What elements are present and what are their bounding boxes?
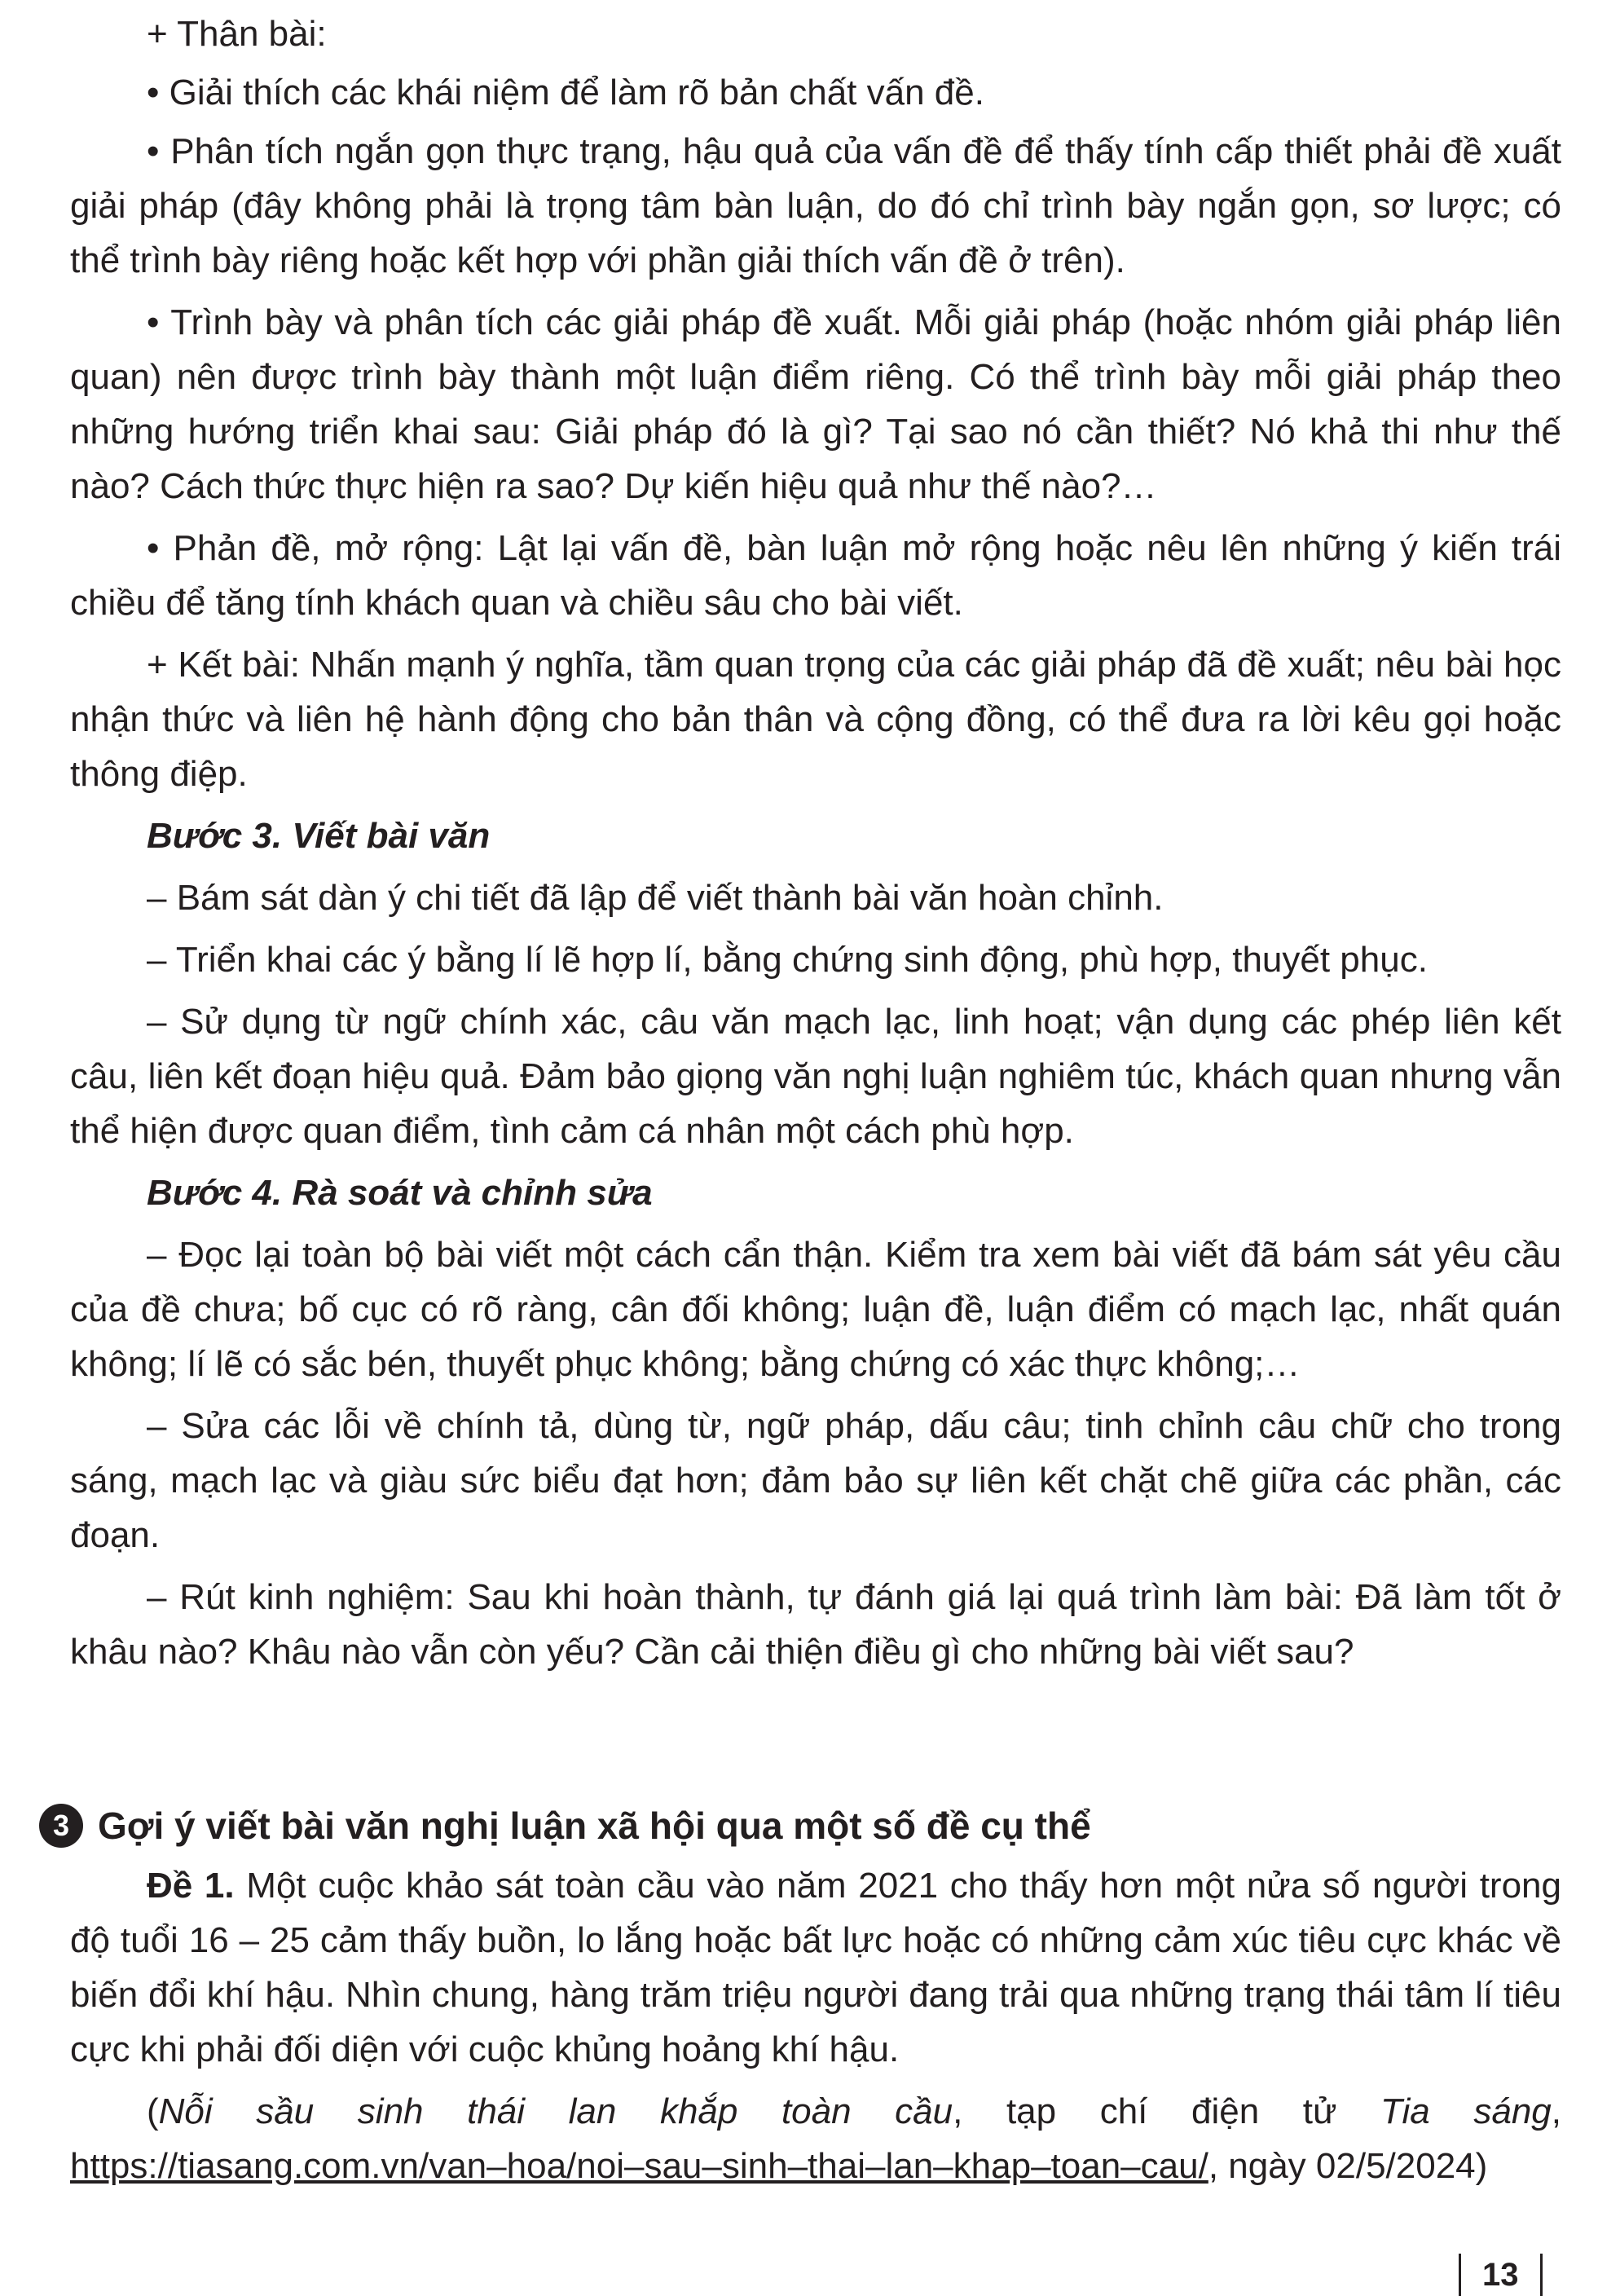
step3-item-3: – Sử dụng từ ngữ chính xác, câu văn mạch lạc, linh hoạt; vận dụng các phép liên kết câu, liên kết đoạn hiệu quả. Đảm bảo giọng văn nghị luận nghiêm túc, khách quan nhưng vẫn thể hiện được quan điểm, tình cảm cá nhân một cách phù hợp. (70, 1002, 1561, 1151)
bullet-trinh-bay: • Trình bày và phân tích các giải pháp đề xuất. Mỗi giải pháp (hoặc nhóm giải pháp liên quan) nên được trình bày thành một luận điểm riêng. Có thể trình bày mỗi giải pháp theo những hướng triển khai sau: Giải pháp đó là gì? Tại sao nó cần thiết? Nó khả thi như thế nào? Cách thức thực hiện ra sao? Dự kiến hiệu quả như thế nào?… (70, 302, 1561, 506)
step3-item-2: – Triển khai các ý bằng lí lẽ hợp lí, bằng chứng sinh động, phù hợp, thuyết phục. (147, 940, 1428, 980)
than-bai-label: + Thân bài: (147, 14, 327, 54)
citation-open: ( (147, 2091, 159, 2131)
step4-heading: Bước 4. Rà soát và chỉnh sửa (147, 1173, 653, 1213)
step4-item-3: – Rút kinh nghiệm: Sau khi hoàn thành, tự đánh giá lại quá trình làm bài: Đã làm tốt ở khâu nào? Khâu nào vẫn còn yếu? Cần cải thiện điều gì cho những bài viết sau? (70, 1577, 1561, 1672)
step3-heading: Bước 3. Viết bài văn (147, 816, 491, 856)
bullet-giai-thich: • Giải thích các khái niệm để làm rõ bản chất vấn đề. (147, 73, 984, 112)
de-1-block (70, 1858, 1561, 2193)
page-number: 13 (1482, 2256, 1519, 2293)
section-3-heading (52, 1797, 1091, 1854)
citation (70, 2084, 1561, 2193)
citation-mid: , tạp chí điện tử (953, 2091, 1381, 2131)
bullet-phan-de: • Phản đề, mở rộng: Lật lại vấn đề, bàn luận mở rộng hoặc nêu lên những ý kiến trái chiều để tăng tính khách quan và chiều sâu cho bài viết. (70, 528, 1561, 623)
page-content (52, 0, 1562, 2186)
step4-item-2: – Sửa các lỗi về chính tả, dùng từ, ngữ pháp, dấu câu; tinh chỉnh câu chữ cho trong sáng, mạch lạc và giàu sức biểu đạt hơn; đảm bảo sự liên kết chặt chẽ giữa các phần, các đoạn. (70, 1406, 1561, 1555)
section-number-badge: 3 (39, 1804, 83, 1848)
ket-bai: + Kết bài: Nhấn mạnh ý nghĩa, tầm quan trọng của các giải pháp đã đề xuất; nêu bài học nhận thức và liên hệ hành động cho bản thân và cộng đồng, có thể đưa ra lời kêu gọi hoặc thông điệp. (70, 645, 1561, 794)
citation-magazine: Tia sáng (1380, 2091, 1552, 2131)
de-1-label: Đề 1. (147, 1866, 235, 1906)
citation-url-link[interactable]: https://tiasang.com.vn/van–hoa/noi–sau–sinh–thai–lan–khap–toan–cau/ (70, 2146, 1208, 2186)
citation-tail: , ngày 02/5/2024) (1208, 2146, 1488, 2186)
step3-item-1: – Bám sát dàn ý chi tiết đã lập để viết thành bài văn hoàn chỉnh. (147, 878, 1164, 918)
step4-item-1: – Đọc lại toàn bộ bài viết một cách cẩn thận. Kiểm tra xem bài viết đã bám sát yêu cầu của đề chưa; bố cục có rõ ràng, cân đối không; luận đề, luận điểm có mạch lạc, nhất quán không; lí lẽ có sắc bén, thuyết phục không; bằng chứng có xác thực không;… (70, 1235, 1561, 1384)
citation-article-title: Nỗi sầu sinh thái lan khắp toàn cầu (158, 2091, 953, 2131)
section-title: Gợi ý viết bài văn nghị luận xã hội qua một số đề cụ thể (98, 1805, 1091, 1847)
de-1-text: Một cuộc khảo sát toàn cầu vào năm 2021 cho thấy hơn một nửa số người trong độ tuổi 16 – 25 cảm thấy buồn, lo lắng hoặc bất lực hoặc có những cảm xúc tiêu cực khác về biến đổi khí hậu. Nhìn chung, hàng trăm triệu người đang trải qua những trạng thái tâm lí tiêu cực khi phải đối diện với cuộc khủng hoảng khí hậu. (70, 1866, 1561, 2069)
bullet-phan-tich: • Phân tích ngắn gọn thực trạng, hậu quả của vấn đề để thấy tính cấp thiết phải đề xuất giải pháp (đây không phải là trọng tâm bàn luận, do đó chỉ trình bày ngắn gọn, sơ lược; có thể trình bày riêng hoặc kết hợp với phần giải thích vấn đề ở trên). (70, 131, 1561, 280)
page-number-area (1459, 2254, 1543, 2296)
de-1-paragraph (70, 1858, 1561, 2077)
citation-sep: , (1551, 2091, 1562, 2131)
page-number-right-rule (1540, 2254, 1543, 2296)
